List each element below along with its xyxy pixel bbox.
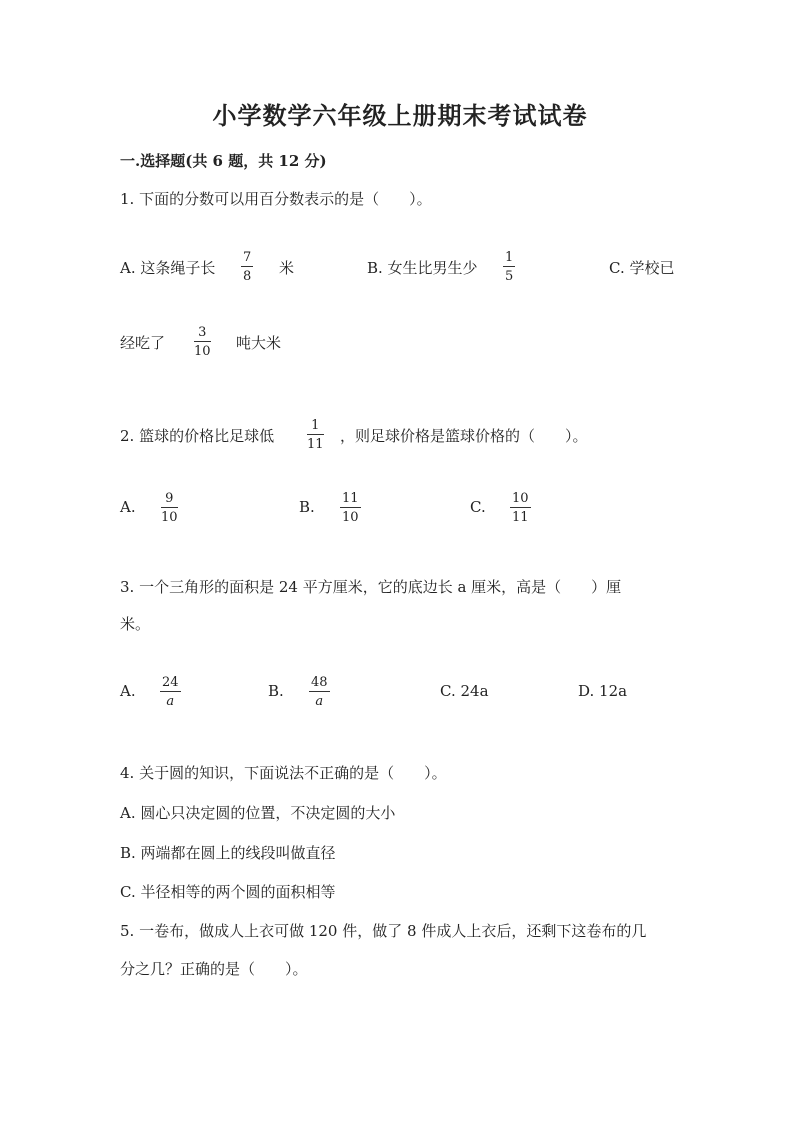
q1-option-a-text: A. 这条绳子长 — [120, 259, 216, 277]
q2-option-b-label: B. — [299, 498, 315, 516]
q3-option-c: C. 24a — [440, 682, 489, 700]
q1-option-c-text-cont: 经吃了 — [120, 334, 166, 352]
q3-option-d: D. 12a — [578, 682, 628, 700]
question-2-stem-start: 2. 篮球的价格比足球低 — [120, 427, 275, 445]
q1-option-c-unit: 吨大米 — [236, 334, 282, 352]
question-3-stem-line1: 3. 一个三角形的面积是 24 平方厘米，它的底边长 a 厘米，高是（ ）厘 — [120, 578, 622, 596]
q2-option-a-label: A. — [120, 498, 136, 516]
page-title: 小学数学六年级上册期末考试试卷 — [212, 101, 588, 130]
question-1-stem: 1. 下面的分数可以用百分数表示的是（ ）。 — [120, 190, 432, 208]
q2-option-c-label: C. — [470, 498, 486, 516]
q1-option-c-text: C. 学校已 — [609, 259, 675, 277]
question-5-stem-line2: 分之几？正确的是（ ）。 — [120, 960, 308, 978]
q2-option-b-fraction: 11 10 — [342, 491, 359, 525]
question-3-stem-line2: 米。 — [120, 615, 151, 633]
q2-option-a-fraction: 9 10 — [161, 491, 178, 525]
q4-option-c: C. 半径相等的两个圆的面积相等 — [120, 883, 336, 901]
question-2-stem-end: ，则足球价格是篮球价格的（ ）。 — [340, 427, 588, 445]
q4-option-a: A. 圆心只决定圆的位置，不决定圆的大小 — [120, 804, 396, 822]
q1-option-b-text: B. 女生比男生少 — [367, 259, 478, 277]
q3-option-b-fraction: 48 a — [311, 675, 328, 709]
q3-option-b-label: B. — [268, 682, 284, 700]
q2-option-c-fraction: 10 11 — [512, 491, 529, 525]
q3-option-a-fraction: 24 a — [162, 675, 179, 709]
question-5-stem-line1: 5. 一卷布，做成人上衣可做 120 件，做了 8 件成人上衣后，还剩下这卷布的几 — [120, 922, 647, 940]
question-4-stem: 4. 关于圆的知识，下面说法不正确的是（ ）。 — [120, 764, 447, 782]
q3-option-a-label: A. — [120, 682, 136, 700]
q1-option-a-fraction: 7 8 — [243, 250, 252, 284]
q1-option-c-fraction: 3 10 — [194, 325, 211, 359]
q4-option-b: B. 两端都在圆上的线段叫做直径 — [120, 844, 336, 862]
q1-option-b-fraction: 1 5 — [505, 250, 514, 284]
q1-option-a-unit: 米 — [279, 259, 295, 277]
section-heading: 一.选择题(共 6 题，共 12 分) — [120, 152, 327, 170]
q2-stem-fraction: 1 11 — [307, 418, 324, 452]
